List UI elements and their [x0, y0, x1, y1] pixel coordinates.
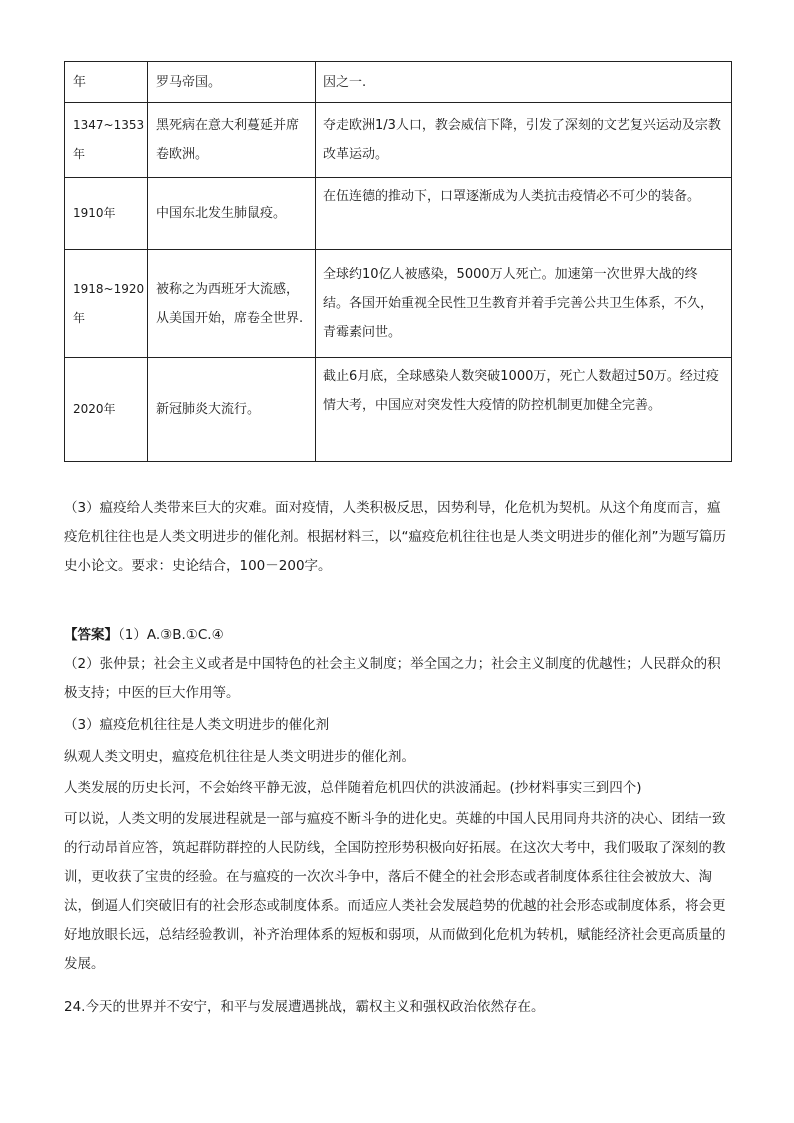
event-cell: 新冠肺炎大流行。 [148, 358, 316, 462]
impact-cell: 夺走欧洲1/3人口，教会威信下降，引发了深刻的文艺复兴运动及宗教改革运动。 [316, 103, 732, 178]
impact-cell: 全球约10亿人被感染，5000万人死亡。加速第一次世界大战的终结。各国开始重视全民性卫生教育并着手完善公共卫生体系，不久，青霉素问世。 [316, 250, 732, 358]
answer-paragraph: 可以说，人类文明的发展进程就是一部与瘟疫不断斗争的进化史。英雄的中国人民用同舟共济的决心、团结一致的行动昂首应答，筑起群防群控的人民防线，全国防控形势积极向好拓展。在这次大考中，我们吸取了深刻的教训，更收获了宝贵的经验。在与瘟疫的一次次斗争中，落后不健全的社会形态或者制度体系往往会被放大、淘汰，倒逼人们突破旧有的社会形态或制度体系。而适应人类社会发展趋势的优越的社会形态或制度体系，将会更好地放眼长远，总结经验教训，补齐治理体系的短板和弱项，从而做到化危机为转机，赋能经济社会更高质量的发展。 [64, 811, 726, 972]
answer-paragraph: 人类发展的历史长河，不会始终平静无波，总伴随着危机四伏的洪波涌起。(抄材料事实三到四个) [64, 780, 642, 796]
impact-cell: 在伍连德的推动下，口罩逐渐成为人类抗击疫情必不可少的装备。 [316, 178, 732, 250]
table-row [65, 103, 732, 178]
event-cell: 被称之为西班牙大流感，从美国开始，席卷全世界. [148, 250, 316, 358]
year-cell: 年 [65, 62, 148, 103]
year-cell: 1918~1920年 [65, 250, 148, 358]
table-row [65, 178, 732, 250]
year-cell: 1910年 [65, 178, 148, 250]
question-24: 24.今天的世界并不安宁，和平与发展遭遇挑战，霸权主义和强权政治依然存在。 [64, 999, 545, 1015]
event-cell: 罗马帝国。 [148, 62, 316, 103]
table-row [65, 358, 732, 462]
year-cell: 1347~1353年 [65, 103, 148, 178]
answer-1: 【答案】（1）A.③B.①C.④ [64, 627, 224, 643]
table-row [65, 62, 732, 103]
answer-3-title: （3）瘟疫危机往往是人类文明进步的催化剂 [64, 717, 330, 733]
year-cell: 2020年 [65, 358, 148, 462]
history-table [64, 61, 732, 462]
event-cell: 中国东北发生肺鼠疫。 [148, 178, 316, 250]
table-row [65, 250, 732, 358]
answer-2: （2）张仲景；社会主义或者是中国特色的社会主义制度；举全国之力；社会主义制度的优越性；人民群众的积极支持；中医的巨大作用等。 [64, 656, 721, 701]
answer-paragraph: 纵观人类文明史，瘟疫危机往往是人类文明进步的催化剂。 [64, 749, 415, 765]
question-3: （3）瘟疫给人类带来巨大的灾难。面对疫情，人类积极反思，因势利导，化危机为契机。从这个角度而言，瘟疫危机往往也是人类文明进步的催化剂。根据材料三，以“瘟疫危机往往也是人类文明进步的催化剂”为题写篇历史小论文。要求：史论结合，100－200字。 [64, 500, 726, 574]
impact-cell: 因之一. [316, 62, 732, 103]
impact-cell: 截止6月底，全球感染人数突破1000万，死亡人数超过50万。经过疫情大考，中国应对突发性大疫情的防控机制更加健全完善。 [316, 358, 732, 462]
answer-label: 【答案】 [64, 627, 118, 643]
event-cell: 黑死病在意大利蔓延并席卷欧洲。 [148, 103, 316, 178]
